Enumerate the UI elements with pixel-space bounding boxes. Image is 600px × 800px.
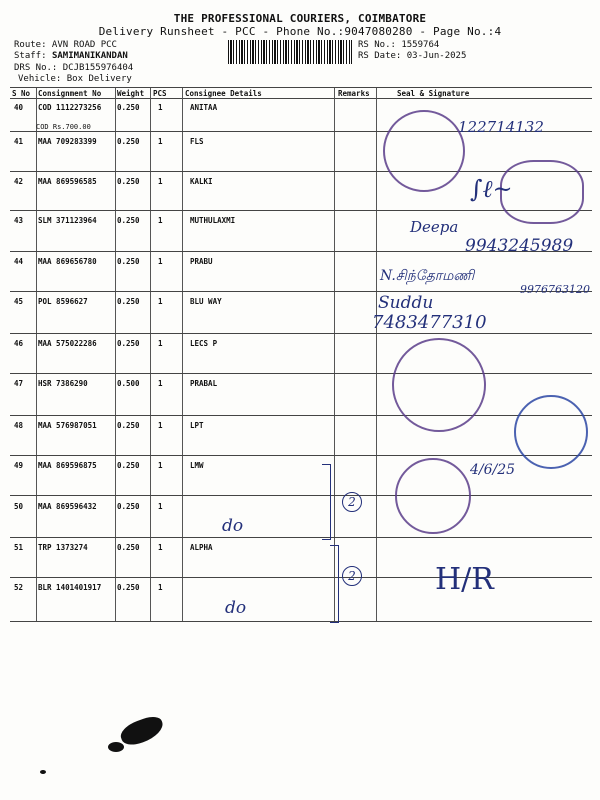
- handwritten-name: N.சிந்தோமணி: [380, 268, 475, 284]
- handwritten-phone: 7483477310: [372, 312, 487, 333]
- cell-pcs: 1: [158, 461, 163, 470]
- cell-cons: MAA 869656780: [38, 257, 97, 266]
- cell-consignee: ALPHA: [190, 543, 213, 552]
- row-divider: [10, 455, 592, 456]
- cell-cons: MAA 869596585: [38, 177, 97, 186]
- col-divider: [376, 88, 377, 621]
- staff-label: Staff: SAMIMANIKANDAN: [14, 51, 128, 61]
- cell-cons: COD 1112273256: [38, 103, 102, 112]
- col-divider: [334, 88, 335, 621]
- col-divider: [115, 88, 116, 621]
- cell-weight: 0.250: [117, 177, 140, 186]
- drs-number: DRS No.: DCJB155976404: [14, 63, 134, 73]
- handwritten-date: 4/6/25: [470, 462, 516, 478]
- rs-number: RS No.: 1559764: [358, 40, 440, 50]
- cell-cons: MAA 869596875: [38, 461, 97, 470]
- cell-consignee: LMW: [190, 461, 204, 470]
- col-header-consignment: Consignment No: [38, 89, 102, 98]
- col-header-sno: S No: [12, 89, 31, 98]
- col-header-remarks: Remarks: [338, 89, 370, 98]
- handwritten-number: 122714132: [458, 118, 544, 136]
- cell-consignee: KALKI: [190, 177, 213, 186]
- company-stamp: [383, 110, 465, 192]
- count-circle: 2: [342, 566, 362, 586]
- bracket-mark: [330, 545, 339, 623]
- cell-cons: MAA 709283399: [38, 137, 97, 146]
- cell-sno: 42: [14, 177, 24, 186]
- cell-cons: MAA 869596432: [38, 502, 97, 511]
- table-top-rule: [10, 87, 592, 88]
- signature-text: Deepa: [410, 218, 459, 236]
- bracket-mark: [322, 464, 331, 540]
- cell-weight: 0.250: [117, 103, 140, 112]
- ink-dot: [40, 770, 46, 774]
- cell-consignee: LPT: [190, 421, 204, 430]
- company-stamp: [392, 338, 486, 432]
- col-header-pcs: PCS: [153, 89, 167, 98]
- cell-pcs: 1: [158, 583, 163, 592]
- cell-sno: 45: [14, 297, 24, 306]
- cell-consignee: PRABU: [190, 257, 213, 266]
- cell-weight: 0.250: [117, 339, 140, 348]
- cell-cons: BLR 1401401917: [38, 583, 102, 592]
- cell-weight: 0.250: [117, 421, 140, 430]
- col-header-consignee: Consignee Details: [185, 89, 262, 98]
- cell-sno: 47: [14, 379, 24, 388]
- runsheet-subtitle: Delivery Runsheet - PCC - Phone No.:9047080280 - Page No.:4: [98, 25, 502, 38]
- cell-weight: 0.500: [117, 379, 140, 388]
- handwritten-phone: 9943245989: [465, 236, 574, 256]
- ink-blot: [108, 742, 124, 752]
- cell-sno: 48: [14, 421, 24, 430]
- row-divider: [10, 577, 592, 578]
- cell-weight: 0.250: [117, 257, 140, 266]
- cell-sno: 50: [14, 502, 24, 511]
- cod-amount: COD Rs.700.00: [36, 123, 91, 131]
- ditto-mark: do: [225, 598, 247, 618]
- cell-consignee: FLS: [190, 137, 204, 146]
- table-header-rule: [10, 98, 592, 99]
- cell-consignee: BLU WAY: [190, 297, 222, 306]
- cell-consignee: MUTHULAXMI: [190, 216, 236, 225]
- signature-scribble: ∫ℓ~: [470, 175, 513, 203]
- cell-pcs: 1: [158, 177, 163, 186]
- row-divider: [10, 291, 592, 292]
- cell-weight: 0.250: [117, 216, 140, 225]
- row-divider: [10, 495, 592, 496]
- row-divider: [10, 373, 592, 374]
- cell-cons: POL 8596627: [38, 297, 88, 306]
- barcode: [228, 40, 352, 64]
- cell-cons: TRP 1373274: [38, 543, 88, 552]
- count-circle: 2: [342, 492, 362, 512]
- ditto-mark: do: [222, 516, 244, 536]
- cell-sno: 43: [14, 216, 24, 225]
- cell-pcs: 1: [158, 502, 163, 511]
- cell-sno: 40: [14, 103, 24, 112]
- cell-sno: 44: [14, 257, 24, 266]
- row-divider: [10, 333, 592, 334]
- company-title: THE PROFESSIONAL COURIERS, COIMBATORE: [173, 12, 427, 25]
- col-divider: [36, 88, 37, 621]
- cell-consignee: PRABAL: [190, 379, 218, 388]
- cell-weight: 0.250: [117, 297, 140, 306]
- cell-pcs: 1: [158, 297, 163, 306]
- cell-weight: 0.250: [117, 461, 140, 470]
- handwritten-hr: H/R: [435, 562, 494, 597]
- cell-pcs: 1: [158, 137, 163, 146]
- ink-blot: [118, 713, 167, 749]
- row-divider: [10, 537, 592, 538]
- cell-sno: 51: [14, 543, 24, 552]
- vehicle-label: Vehicle: Box Delivery: [18, 74, 132, 84]
- cell-cons: HSR 7386290: [38, 379, 88, 388]
- rs-date: RS Date: 03-Jun-2025: [358, 51, 467, 61]
- cell-pcs: 1: [158, 103, 163, 112]
- cell-pcs: 1: [158, 216, 163, 225]
- row-divider: [10, 621, 592, 622]
- cell-weight: 0.250: [117, 543, 140, 552]
- row-divider: [10, 415, 592, 416]
- cell-weight: 0.250: [117, 502, 140, 511]
- col-header-weight: Weight: [117, 89, 145, 98]
- cell-cons: MAA 576987051: [38, 421, 97, 430]
- cell-pcs: 1: [158, 421, 163, 430]
- lmw-stamp: [395, 458, 471, 534]
- cell-pcs: 1: [158, 257, 163, 266]
- cell-consignee: LECS P: [190, 339, 218, 348]
- cell-weight: 0.250: [117, 583, 140, 592]
- col-header-seal: Seal & Signature: [397, 89, 470, 98]
- cell-pcs: 1: [158, 379, 163, 388]
- col-divider: [182, 88, 183, 621]
- signature-text: Suddu: [378, 293, 434, 313]
- cell-cons: MAA 575022286: [38, 339, 97, 348]
- cell-sno: 46: [14, 339, 24, 348]
- cell-pcs: 1: [158, 543, 163, 552]
- cell-sno: 52: [14, 583, 24, 592]
- company-stamp: [514, 395, 588, 469]
- cell-cons: SLM 371123964: [38, 216, 97, 225]
- cell-consignee: ANITAA: [190, 103, 218, 112]
- cell-sno: 49: [14, 461, 24, 470]
- cell-sno: 41: [14, 137, 24, 146]
- cell-pcs: 1: [158, 339, 163, 348]
- cell-weight: 0.250: [117, 137, 140, 146]
- col-divider: [150, 88, 151, 621]
- route-label: Route: AVN ROAD PCC: [14, 40, 117, 50]
- handwritten-phone: 9976763120: [520, 283, 590, 296]
